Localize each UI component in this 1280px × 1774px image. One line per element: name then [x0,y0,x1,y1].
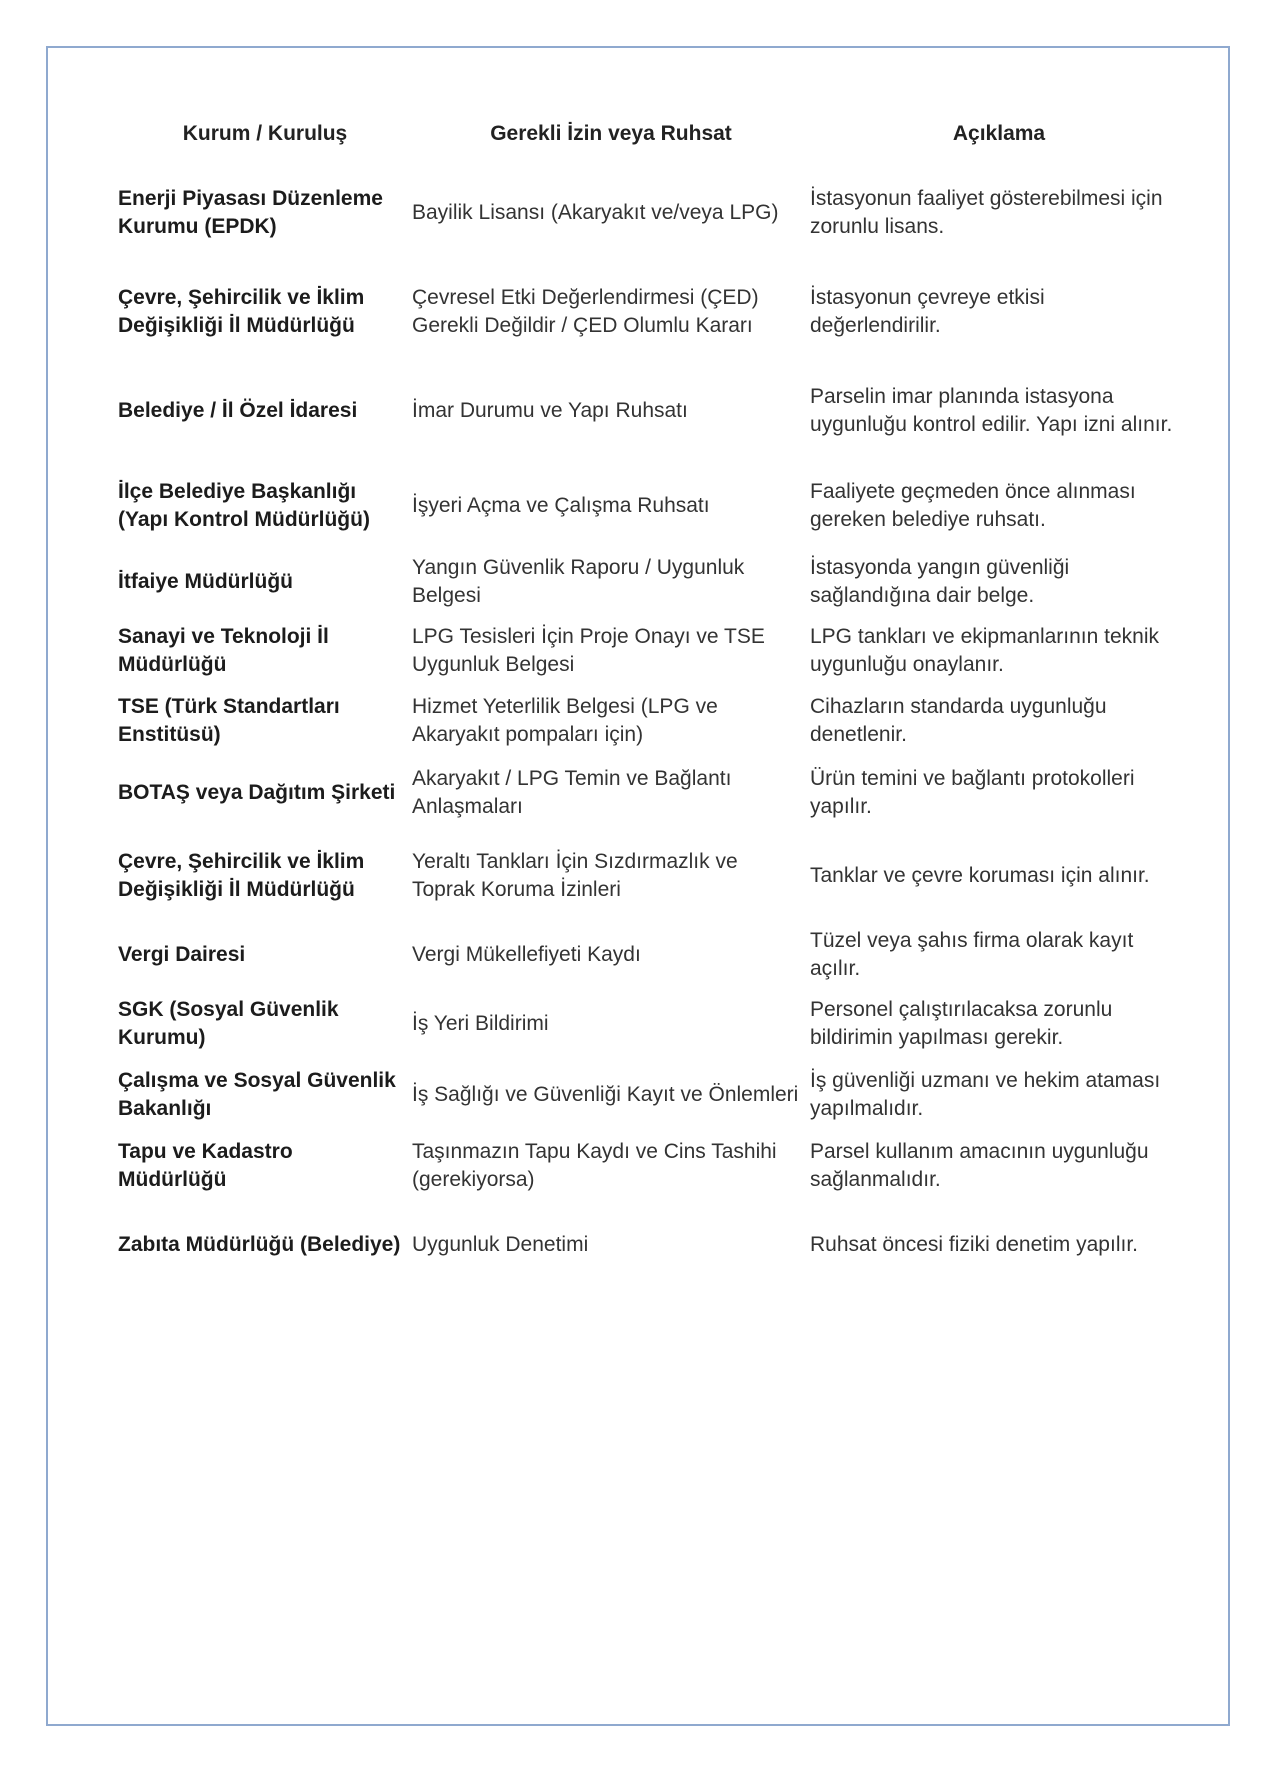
cell-kurum: İlçe Belediye Başkanlığı (Yapı Kontrol Müdürlüğü) [118,480,370,531]
table-row [118,266,1188,358]
table-row [118,464,1188,548]
cell-kurum: Vergi Dairesi [118,943,246,966]
cell-aciklama: İstasyonda yangın güvenliği sağlandığına dair belge. [810,556,1070,607]
cell-izin: Hizmet Yeterlilik Belgesi (LPG ve Akaryakıt pompaları için) [412,695,718,746]
table-row [118,1202,1188,1288]
table-row [118,358,1188,464]
cell-kurum: Tapu ve Kadastro Müdürlüğü [118,1140,293,1191]
cell-aciklama: LPG tankları ve ekipmanlarının teknik uygunluğu onaylanır. [810,625,1160,676]
cell-izin: Akaryakıt / LPG Temin ve Bağlantı Anlaşmaları [412,767,732,818]
table-row [118,1060,1188,1130]
cell-kurum: SGK (Sosyal Güvenlik Kurumu) [118,998,339,1049]
cell-aciklama: Tüzel veya şahıs firma olarak kayıt açılır. [810,929,1134,980]
cell-aciklama: Ruhsat öncesi fiziki denetim yapılır. [810,1233,1138,1256]
header-izin: Gerekli İzin veya Ruhsat [490,122,732,145]
cell-izin: Uygunluk Denetimi [412,1233,589,1256]
cell-aciklama: Tanklar ve çevre koruması için alınır. [810,864,1150,887]
header-kurum: Kurum / Kuruluş [182,122,348,145]
cell-kurum: Çalışma ve Sosyal Güvenlik Bakanlığı [118,1069,396,1120]
cell-aciklama: İstasyonun çevreye etkisi değerlendirilir. [810,286,1045,337]
cell-izin: İmar Durumu ve Yapı Ruhsatı [412,399,688,422]
cell-izin: Bayilik Lisansı (Akaryakıt ve/veya LPG) [412,201,779,224]
table-row [118,1130,1188,1202]
cell-izin: İşyeri Açma ve Çalışma Ruhsatı [412,494,710,517]
cell-aciklama: Parsel kullanım amacının uygunluğu sağlanmalıdır. [810,1140,1149,1191]
cell-kurum: Belediye / İl Özel İdaresi [118,399,358,422]
table-row [118,988,1188,1060]
cell-aciklama: Ürün temini ve bağlantı protokolleri yapılır. [810,767,1135,818]
cell-aciklama: Personel çalıştırılacaksa zorunlu bildirimin yapılması gerekir. [810,998,1113,1049]
cell-kurum: Çevre, Şehircilik ve İklim Değişikliği İl Müdürlüğü [118,286,365,337]
table-row [118,922,1188,988]
table-row [118,548,1188,616]
permits-table [118,108,1188,1288]
cell-kurum: BOTAŞ veya Dağıtım Şirketi [118,781,396,804]
cell-aciklama: Cihazların standarda uygunluğu denetlenir. [810,695,1107,746]
cell-izin: LPG Tesisleri İçin Proje Onayı ve TSE Uygunluk Belgesi [412,625,765,676]
cell-kurum: İtfaiye Müdürlüğü [118,570,293,593]
cell-izin: Taşınmazın Tapu Kaydı ve Cins Tashihi (gerekiyorsa) [412,1140,777,1191]
cell-izin: Çevresel Etki Değerlendirmesi (ÇED) Gerekli Değildir / ÇED Olumlu Kararı [412,286,759,337]
cell-kurum: Sanayi ve Teknoloji İl Müdürlüğü [118,625,329,676]
cell-izin: İş Sağlığı ve Güvenliği Kayıt ve Önlemleri [412,1083,799,1106]
cell-aciklama: Parselin imar planında istasyona uygunluğu kontrol edilir. Yapı izni alınır. [810,385,1173,436]
table-row [118,830,1188,922]
table-row [118,616,1188,686]
cell-kurum: Zabıta Müdürlüğü (Belediye) [118,1233,401,1256]
table-body [118,160,1188,1288]
cell-izin: İş Yeri Bildirimi [412,1012,549,1035]
cell-kurum: Çevre, Şehircilik ve İklim Değişikliği İl Müdürlüğü [118,850,365,901]
cell-kurum: Enerji Piyasası Düzenleme Kurumu (EPDK) [118,187,383,238]
table-row [118,686,1188,756]
table-header [118,108,1188,160]
cell-aciklama: İstasyonun faaliyet gösterebilmesi için zorunlu lisans. [810,187,1163,238]
header-aciklama: Açıklama [952,122,1046,145]
table-row [118,160,1188,266]
cell-aciklama: İş güvenliği uzmanı ve hekim ataması yapılmalıdır. [810,1069,1161,1120]
cell-aciklama: Faaliyete geçmeden önce alınması gereken belediye ruhsatı. [810,480,1136,531]
cell-izin: Yangın Güvenlik Raporu / Uygunluk Belgesi [412,556,745,607]
cell-izin: Yeraltı Tankları İçin Sızdırmazlık ve Toprak Koruma İzinleri [412,850,738,901]
cell-kurum: TSE (Türk Standartları Enstitüsü) [118,695,340,746]
cell-izin: Vergi Mükellefiyeti Kaydı [412,943,641,966]
table-row [118,756,1188,830]
